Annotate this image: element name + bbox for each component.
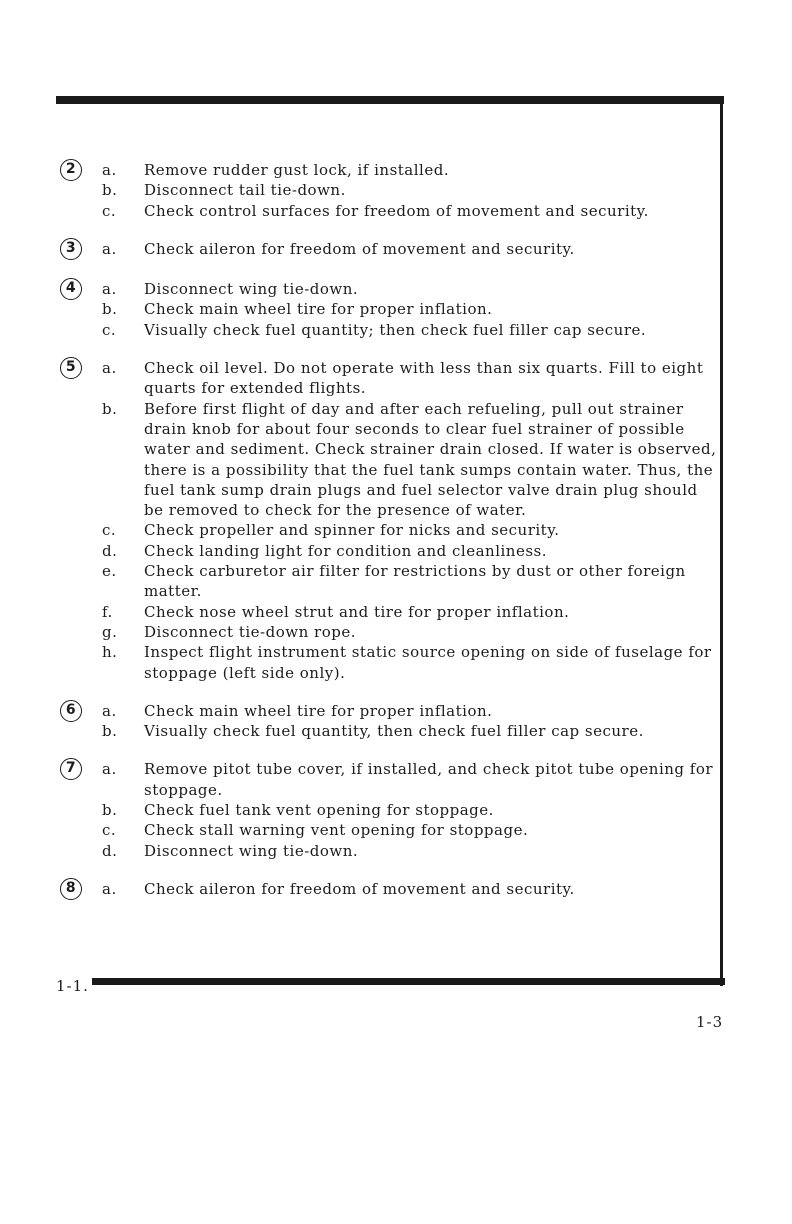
item-text: Check propeller and spinner for nicks and security.	[144, 521, 560, 540]
item-letter: f.	[102, 602, 113, 621]
step-4	[60, 279, 720, 340]
item-text: Check oil level. Do not operate with less than six quarts. Fill to eight quarts for extended flights.	[144, 359, 704, 398]
list-item	[60, 800, 720, 820]
item-text: Check aileron for freedom of movement and security.	[144, 879, 575, 898]
item-text: Visually check fuel quantity; then check fuel filler cap secure.	[144, 320, 647, 339]
item-letter: g.	[102, 622, 118, 641]
item-text: Disconnect wing tie-down.	[144, 841, 359, 860]
item-text: Remove rudder gust lock, if installed.	[144, 161, 450, 179]
list-item	[60, 239, 720, 259]
list-item	[60, 879, 720, 899]
item-letter: e.	[102, 562, 117, 581]
item-letter: b.	[102, 722, 118, 741]
item-letter: b.	[102, 300, 118, 319]
item-text: Check nose wheel strut and tire for proper inflation.	[144, 602, 570, 621]
list-item	[60, 399, 720, 521]
list-item	[60, 320, 720, 340]
list-item	[60, 820, 720, 840]
step-2	[60, 160, 720, 221]
page-number: 1-3	[696, 1013, 724, 1031]
item-letter: b.	[102, 181, 118, 200]
list-item	[60, 701, 720, 721]
list-item	[60, 622, 720, 642]
item-text: Inspect flight instrument static source opening on side of fuselage for stoppage (left side only).	[144, 643, 712, 682]
list-item	[60, 561, 720, 602]
item-letter: a.	[102, 760, 117, 779]
list-item	[60, 721, 720, 741]
step-7	[60, 759, 720, 860]
item-text: Disconnect tail tie-down.	[144, 181, 346, 200]
step-5	[60, 358, 720, 683]
item-letter: a.	[102, 280, 117, 299]
list-item	[60, 279, 720, 299]
item-letter: h.	[102, 643, 118, 662]
item-letter: c.	[102, 201, 117, 220]
item-text: Disconnect tie-down rope.	[144, 622, 356, 641]
figure-right-rule	[720, 96, 723, 986]
item-letter: a.	[102, 239, 117, 258]
item-text: Check aileron for freedom of movement and security.	[144, 239, 575, 258]
list-item	[60, 841, 720, 861]
list-item	[60, 520, 720, 540]
item-text: Check fuel tank vent opening for stoppage.	[144, 801, 494, 820]
item-letter: d.	[102, 541, 118, 560]
step-number-circle: 5	[60, 357, 82, 379]
item-text: Check main wheel tire for proper inflation.	[144, 701, 493, 720]
item-letter: c.	[102, 821, 117, 840]
item-text: Check carburetor air filter for restrictions by dust or other foreign matter.	[144, 562, 686, 601]
step-number-circle: 7	[60, 758, 82, 780]
figure-bottom-rule	[92, 978, 725, 985]
step-number-circle: 2	[60, 159, 82, 181]
list-item	[60, 201, 720, 221]
item-letter: c.	[102, 521, 117, 540]
step-number-circle: 6	[60, 700, 82, 722]
step-6	[60, 701, 720, 742]
item-text: Before first flight of day and after each refueling, pull out strainer drain knob for about four seconds to clear fuel strainer of possible water and sediment. Check strainer drain closed. If water is observed, there is a possibility that the fuel tank sumps contain water. Thus, the fuel tank sump drain plugs and fuel selector valve drain plug should be removed to check for the presence of water.	[144, 399, 717, 520]
figure-label: 1-1.	[56, 977, 89, 995]
list-item	[60, 642, 720, 683]
list-item	[60, 759, 720, 800]
item-text: Check control surfaces for freedom of movement and security.	[144, 201, 649, 220]
item-text: Visually check fuel quantity, then check fuel filler cap secure.	[144, 722, 644, 741]
item-text: Check landing light for condition and cleanliness.	[144, 541, 548, 560]
item-letter: a.	[102, 879, 117, 898]
step-number-circle: 4	[60, 278, 82, 300]
list-item	[60, 160, 720, 180]
item-letter: d.	[102, 841, 118, 860]
item-letter: a.	[102, 701, 117, 720]
list-item	[60, 541, 720, 561]
item-letter: a.	[102, 161, 117, 179]
item-letter: a.	[102, 359, 117, 378]
list-item	[60, 299, 720, 319]
item-text: Remove pitot tube cover, if installed, and check pitot tube opening for stoppage.	[144, 760, 714, 799]
step-8	[60, 879, 720, 899]
list-item	[60, 358, 720, 399]
list-item	[60, 602, 720, 622]
step-number-circle: 8	[60, 878, 82, 900]
figure-top-rule	[56, 96, 724, 104]
item-text: Check main wheel tire for proper inflation.	[144, 300, 493, 319]
item-text: Disconnect wing tie-down.	[144, 280, 359, 299]
item-text: Check stall warning vent opening for stoppage.	[144, 821, 529, 840]
item-letter: c.	[102, 320, 117, 339]
step-number-circle: 3	[60, 238, 82, 260]
checklist	[60, 160, 720, 917]
item-letter: b.	[102, 801, 118, 820]
step-3	[60, 239, 720, 259]
list-item	[60, 180, 720, 200]
item-letter: b.	[102, 399, 118, 418]
